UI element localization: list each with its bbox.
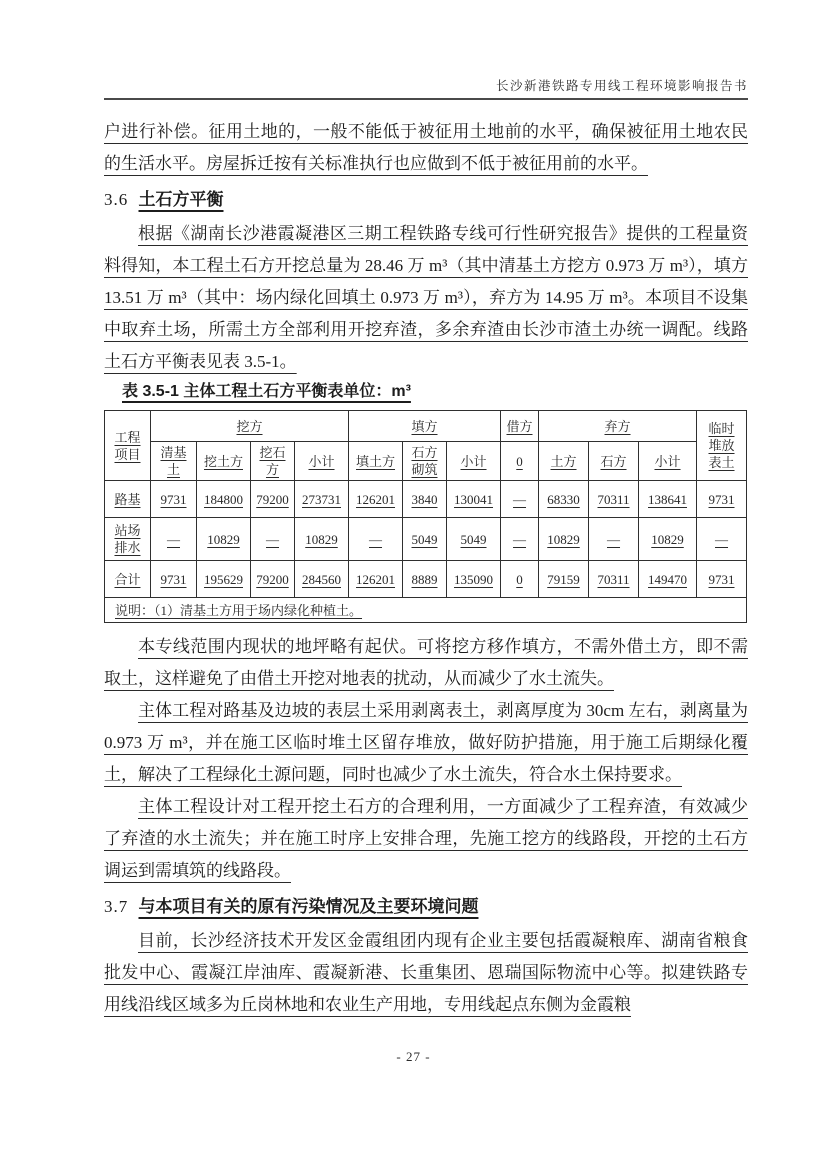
- earthwork-balance-table: [104, 410, 747, 623]
- page-content: [104, 116, 748, 1021]
- header-rule: [104, 98, 748, 100]
- col-group-fill: 填方: [349, 411, 501, 442]
- row-label: 合计: [105, 561, 151, 598]
- paragraph-compensation: 户进行补偿。征用土地的，一般不能低于被征用土地前的水平，确保被征用土地农民的生活水平。房屋拆迁按有关标准执行也应做到不低于被征用前的水平。: [104, 122, 748, 173]
- table-caption: 表 3.5-1 主体工程土石方平衡表单位：m³: [122, 383, 411, 400]
- section-number-3-6: 3.6: [104, 190, 129, 209]
- table-note: 说明：（1）清基土方用于场内绿化种植土。: [105, 598, 747, 623]
- table-row-roadbed: 路基 9731 184800 79200 273731 126201 3840 130041 — 68330 70311 138641 9731: [105, 481, 747, 518]
- col-header-dug-rock: 挖石方: [251, 442, 295, 481]
- col-group-borrow: 借方: [501, 411, 539, 442]
- page-header: [104, 76, 748, 100]
- paragraph-terrain: 本专线范围内现状的地坪略有起伏。可将挖方移作填方，不需外借土方，即不需取土，这样避免了由借土开挖对地表的扰动，从而减少了水土流失。: [104, 637, 748, 688]
- table-row-station-drainage: 站场排水 — 10829 — 10829 — 5049 5049 — 10829 — 10829 —: [105, 518, 747, 561]
- section-heading-3-6: [104, 187, 748, 213]
- col-header-excavation-subtotal: 小计: [295, 442, 349, 481]
- table-row-total: 合计 9731 195629 79200 284560 126201 8889 135090 0 79159 70311 149470 9731: [105, 561, 747, 598]
- col-header-rock-masonry: 石方砌筑: [403, 442, 447, 481]
- col-header-cleared-base-soil: 清基土: [151, 442, 197, 481]
- table-sub-header-row: [105, 442, 747, 481]
- col-header-spoil-subtotal: 小计: [639, 442, 697, 481]
- col-header-spoil-earth: 土方: [539, 442, 589, 481]
- row-label: 站场排水: [105, 518, 151, 561]
- col-header-fill-earth: 填土方: [349, 442, 403, 481]
- col-header-project: 工程项目: [105, 411, 151, 481]
- section-heading-3-7: [104, 894, 748, 920]
- paragraph-earthwork-summary: 根据《湖南长沙港霞凝港区三期工程铁路专线可行性研究报告》提供的工程量资料得知，本工程土石方开挖总量为 28.46 万 m³（其中清基土方挖方 0.973 万 m³），填方 13.51 万 m³（其中：场内绿化回填土 0.973 万 m³），弃方为 14.95 万 m³。本项目不设集中取弃土场，所需土方全部利用开挖弃渣，多余弃渣由长沙市渣土办统一调配。线路土石方平衡表见表 3.5-1。: [104, 224, 748, 371]
- col-header-fill-subtotal: 小计: [447, 442, 501, 481]
- paragraph-existing-pollution: 目前，长沙经济技术开发区金霞组团内现有企业主要包括霞凝粮库、湖南省粮食批发中心、霞凝江岸油库、霞凝新港、长重集团、恩瑞国际物流中心等。拟建铁路专用线沿线区域多为丘岗林地和农业生产用地，专用线起点东侧为金霞粮: [104, 931, 748, 1014]
- col-header-spoil-rock: 石方: [589, 442, 639, 481]
- col-header-temp-topsoil: 临时堆放表土: [697, 411, 747, 481]
- paragraph-topsoil-stripping: 主体工程对路基及边坡的表层土采用剥离表土，剥离厚度为 30cm 左右，剥离量为 0.973 万 m³，并在施工区临时堆土区留存堆放，做好防护措施，用于施工后期绿化覆土，解决了工程绿化土源问题，同时也减少了水土流失，符合水土保持要求。: [104, 701, 748, 784]
- header-title: 长沙新港铁路专用线工程环境影响报告书: [495, 79, 748, 93]
- table-group-header-row: [105, 411, 747, 442]
- col-header-dug-earth: 挖土方: [197, 442, 251, 481]
- col-group-spoil: 弃方: [539, 411, 697, 442]
- row-label: 路基: [105, 481, 151, 518]
- col-group-excavation: 挖方: [151, 411, 349, 442]
- col-header-borrow-zero: 0: [501, 442, 539, 481]
- section-title-3-7: 与本项目有关的原有污染情况及主要环境问题: [138, 897, 479, 916]
- section-number-3-7: 3.7: [104, 897, 129, 916]
- section-title-3-6: 土石方平衡: [138, 190, 224, 209]
- table-note-row: [105, 598, 747, 623]
- page-number: - 27 -: [396, 1049, 431, 1064]
- paragraph-design-utilization: 主体工程设计对工程开挖土石方的合理利用，一方面减少了工程弃渣，有效减少了弃渣的水土流失；并在施工时序上安排合理，先施工挖方的线路段，开挖的土石方调运到需填筑的线路段。: [104, 797, 748, 880]
